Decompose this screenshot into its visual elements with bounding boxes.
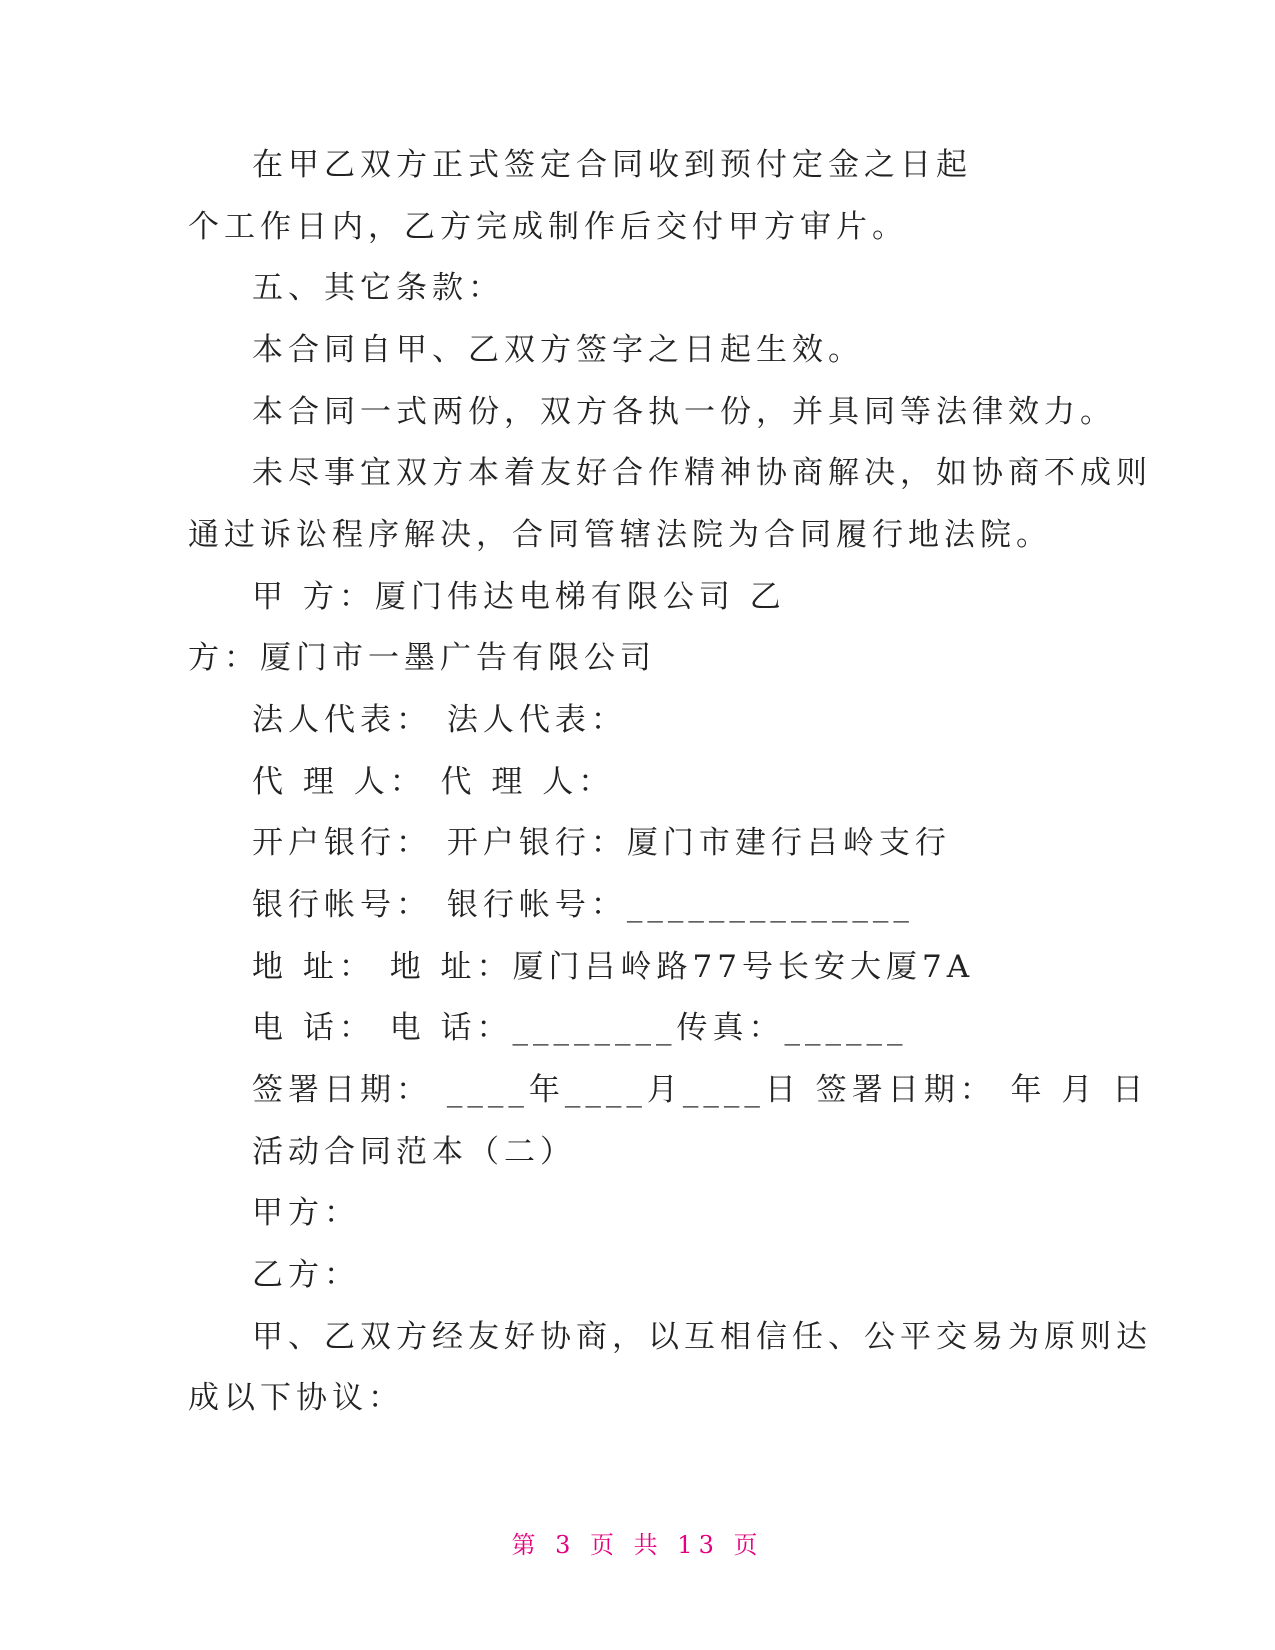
text-line: 甲、乙双方经友好协商，以互相信任、公平交易为原则达 [252,1319,1152,1355]
signature-field: 签署日期： ____年____月____日 签署日期： 年 月 日 [252,1072,1149,1108]
section-heading: 五、其它条款： [252,270,504,306]
document-title: 活动合同范本（二） [252,1134,576,1170]
signature-field: 地 址： 地 址：厦门吕岭路77号长安大厦7A [252,949,975,985]
signature-field: 法人代表： 法人代表： [252,702,627,738]
signature-field: 银行帐号： 银行帐号：______________ [252,887,914,923]
party-line: 甲 方：厦门伟达电梯有限公司 乙 [252,579,786,615]
text-line: 本合同自甲、乙双方签字之日起生效。 [252,332,864,368]
signature-field: 电 话： 电 话：________传真：______ [252,1010,908,1046]
text-line: 个工作日内，乙方完成制作后交付甲方审片。 [188,209,908,245]
party-line: 乙方： [252,1257,360,1293]
signature-field: 代 理 人： 代 理 人： [252,764,615,800]
text-line: 未尽事宜双方本着友好合作精神协商解决，如协商不成则 [252,455,1152,491]
party-line: 甲方： [252,1195,360,1231]
text-line: 在甲乙双方正式签定合同收到预付定金之日起 [252,147,972,183]
party-line: 方：厦门市一墨广告有限公司 [188,640,656,676]
signature-field: 开户银行： 开户银行：厦门市建行吕岭支行 [252,825,951,861]
text-line: 通过诉讼程序解决，合同管辖法院为合同履行地法院。 [188,517,1052,553]
text-line: 本合同一式两份，双方各执一份，并具同等法律效力。 [252,394,1116,430]
page-number-footer: 第 3 页 共 13 页 [511,1531,764,1559]
text-line: 成以下协议： [188,1380,404,1416]
